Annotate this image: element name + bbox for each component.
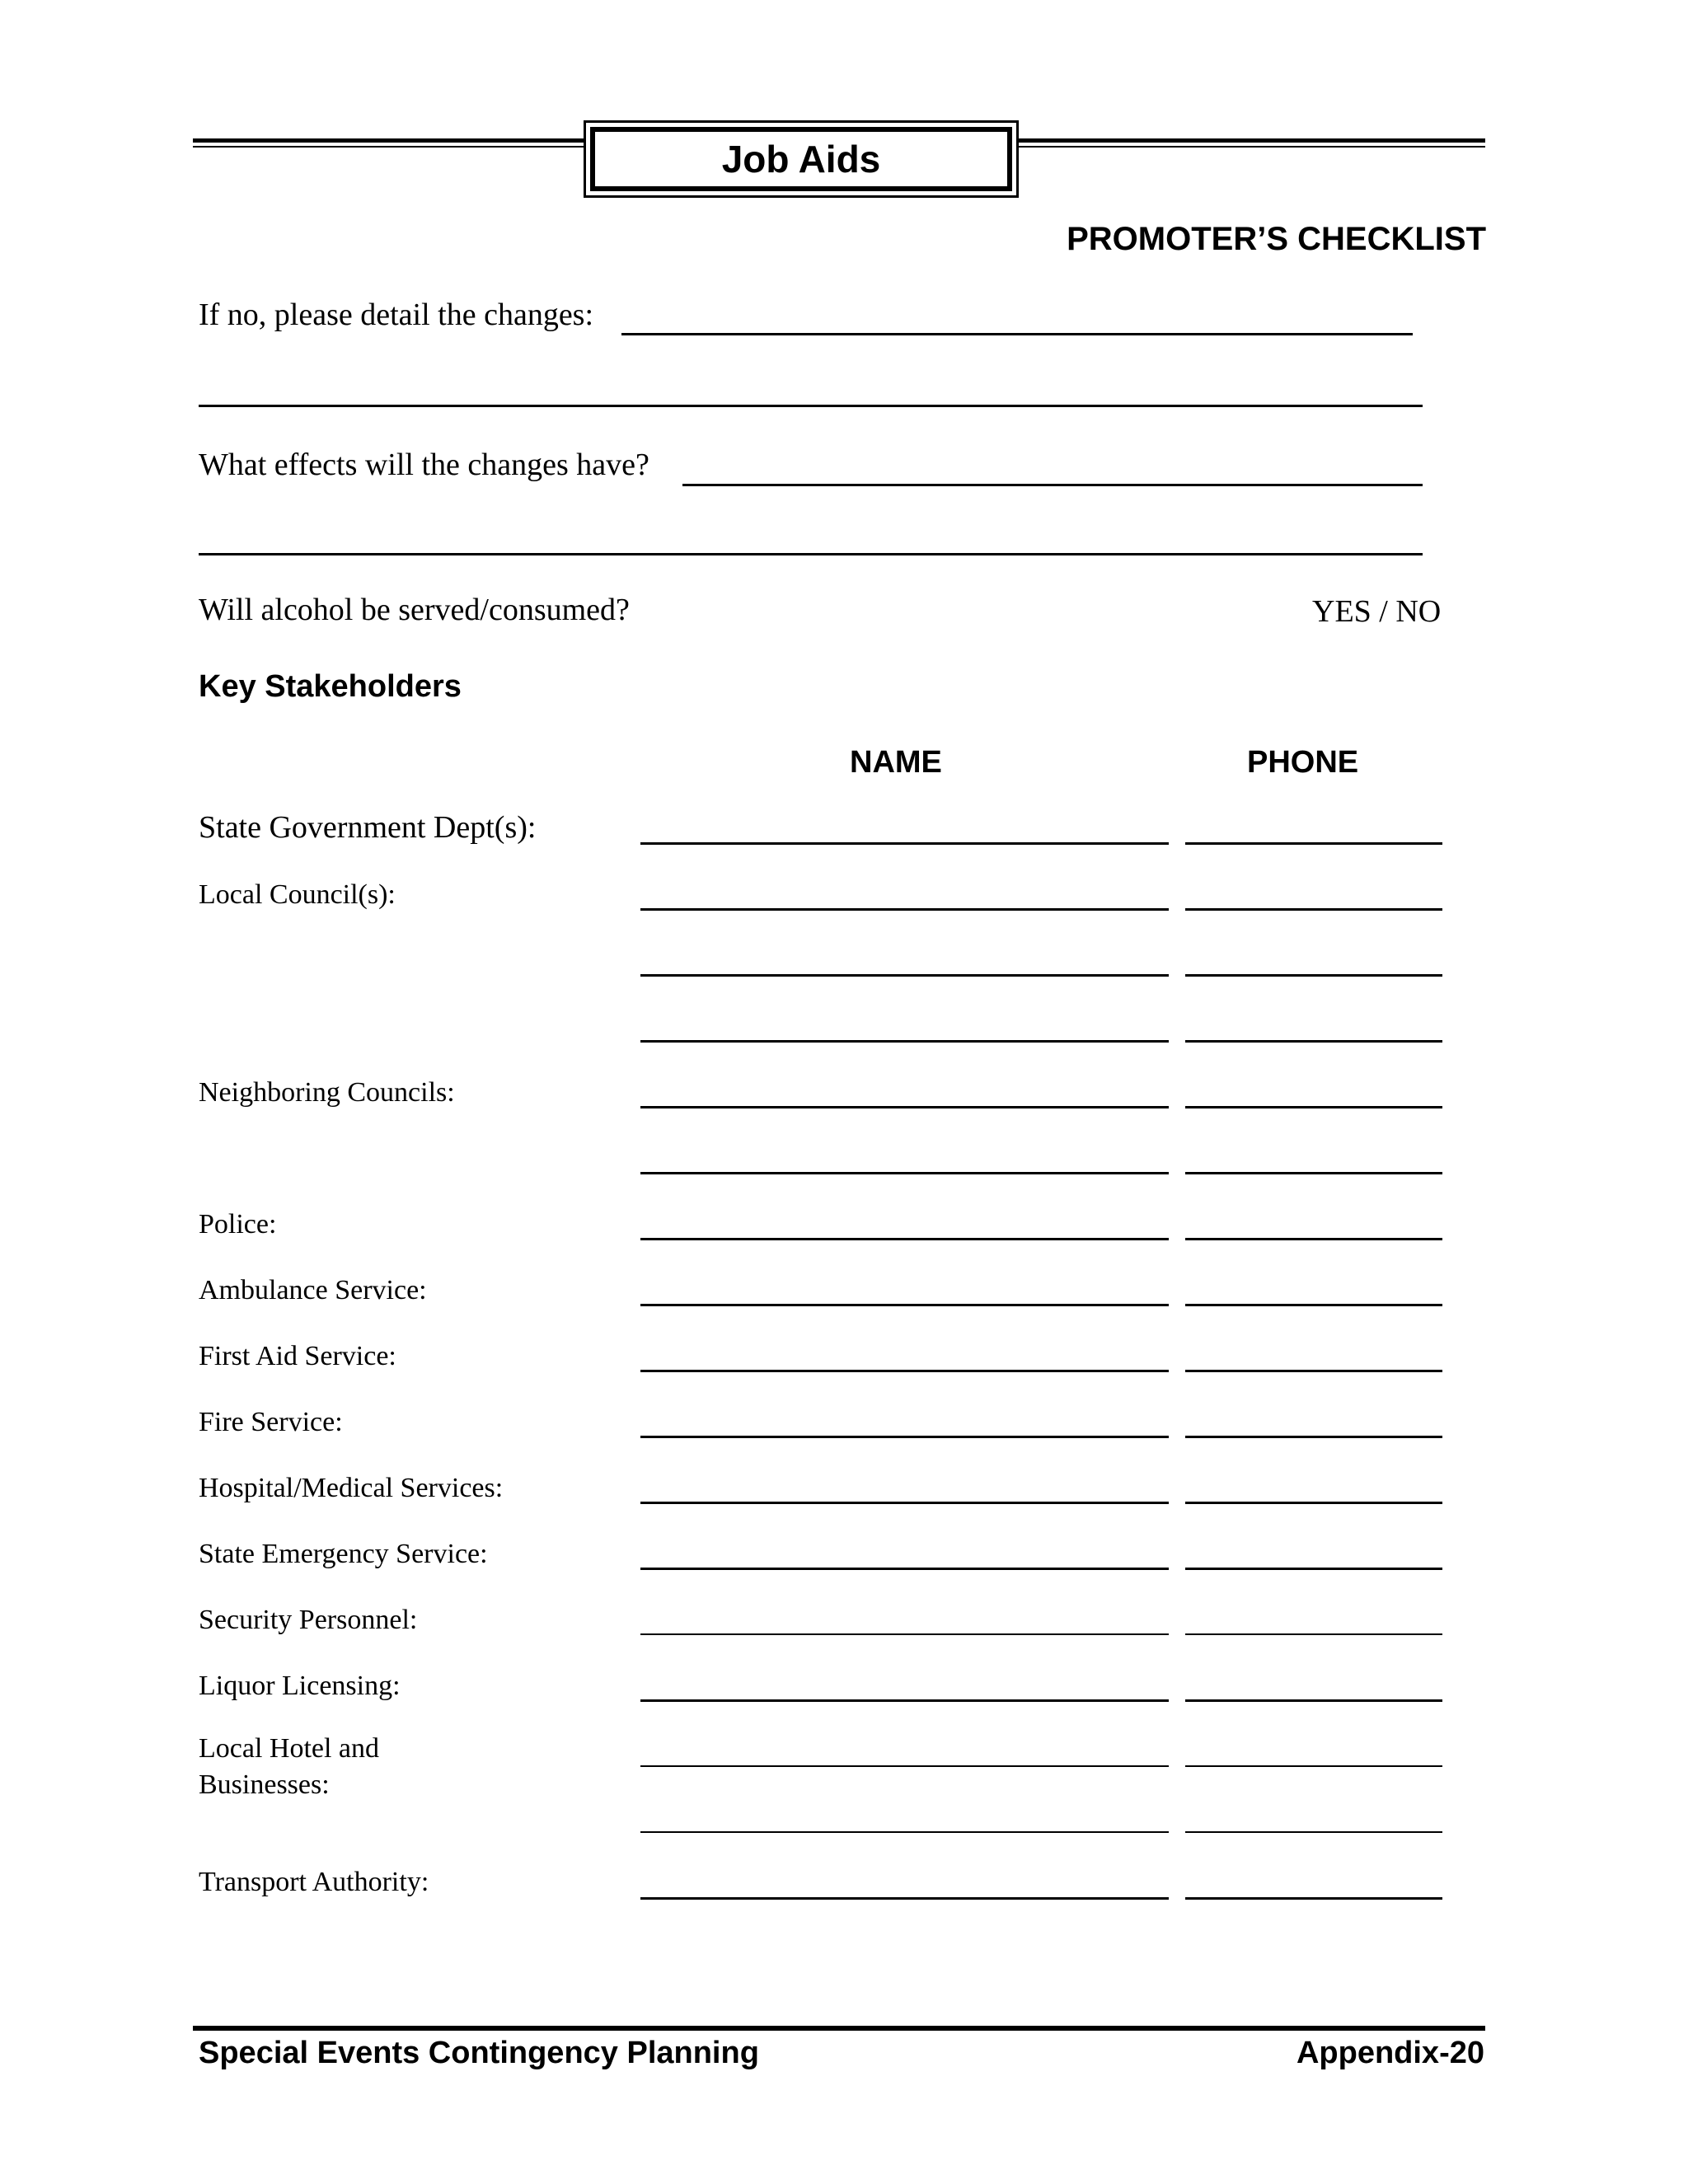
footer-title: Special Events Contingency Planning <box>199 2036 759 2070</box>
name-line <box>640 1765 1169 1767</box>
job-aids-badge: Job Aids <box>590 127 1012 191</box>
phone-line <box>1185 1370 1442 1372</box>
page-title: PROMOTER’S CHECKLIST <box>1067 221 1486 257</box>
row-label-state-emergency: State Emergency Service: <box>199 1539 488 1569</box>
changes-detail-line <box>621 333 1413 335</box>
phone-line <box>1185 1502 1442 1504</box>
name-line <box>640 1699 1169 1702</box>
name-line <box>640 1370 1169 1372</box>
name-line <box>640 1633 1169 1635</box>
name-line <box>640 1831 1169 1833</box>
row-label-transport: Transport Authority: <box>199 1867 429 1897</box>
footer-rule <box>193 2026 1485 2031</box>
phone-line <box>1185 1568 1442 1570</box>
phone-line <box>1185 908 1442 911</box>
phone-line <box>1185 842 1442 845</box>
stakeholders-heading: Key Stakeholders <box>199 669 462 704</box>
row-label-police: Police: <box>199 1209 277 1240</box>
header-rule-right <box>1019 138 1485 143</box>
phone-line <box>1185 1897 1442 1900</box>
row-label-neighboring-councils: Neighboring Councils: <box>199 1077 455 1108</box>
changes-detail-line-2 <box>199 405 1423 407</box>
header-rule-left-thin <box>193 146 584 148</box>
alcohol-options: YES / NO <box>1312 594 1442 629</box>
row-label-local-hotel: Local Hotel and <box>199 1733 380 1764</box>
name-line <box>640 1172 1169 1174</box>
row-label-first-aid: First Aid Service: <box>199 1341 396 1371</box>
name-line <box>640 842 1169 845</box>
name-line <box>640 1106 1169 1108</box>
phone-line <box>1185 974 1442 977</box>
phone-line <box>1185 1106 1442 1108</box>
phone-line <box>1185 1040 1442 1043</box>
column-phone-header: PHONE <box>1247 745 1359 780</box>
column-name-header: NAME <box>850 745 942 780</box>
phone-line <box>1185 1172 1442 1174</box>
phone-line <box>1185 1304 1442 1306</box>
name-line <box>640 908 1169 911</box>
row-label-local-council: Local Council(s): <box>199 879 396 910</box>
header-rule-right-thin <box>1019 146 1485 148</box>
phone-line <box>1185 1436 1442 1438</box>
name-line <box>640 974 1169 977</box>
changes-effect-label: What effects will the changes have? <box>199 448 649 482</box>
name-line <box>640 1897 1169 1900</box>
name-line <box>640 1304 1169 1306</box>
changes-detail-label: If no, please detail the changes: <box>199 298 594 332</box>
row-label-ambulance: Ambulance Service: <box>199 1275 427 1305</box>
name-line <box>640 1040 1169 1043</box>
phone-line <box>1185 1699 1442 1702</box>
name-line <box>640 1502 1169 1504</box>
name-line <box>640 1436 1169 1438</box>
header-rule-left <box>193 138 584 143</box>
phone-line <box>1185 1765 1442 1767</box>
row-label-state-government: State Government Dept(s): <box>199 810 537 845</box>
row-label-liquor: Liquor Licensing: <box>199 1671 401 1701</box>
changes-effect-line <box>682 484 1423 486</box>
phone-line <box>1185 1633 1442 1635</box>
phone-line <box>1185 1238 1442 1240</box>
phone-line <box>1185 1831 1442 1833</box>
row-label-hospital: Hospital/Medical Services: <box>199 1473 504 1503</box>
footer-page-number: Appendix-20 <box>1296 2036 1484 2070</box>
name-line <box>640 1238 1169 1240</box>
row-label-security: Security Personnel: <box>199 1605 418 1635</box>
row-label-fire: Fire Service: <box>199 1407 343 1437</box>
alcohol-question: Will alcohol be served/consumed? <box>199 593 630 627</box>
name-line <box>640 1568 1169 1570</box>
row-label-businesses: Businesses: <box>199 1769 330 1800</box>
changes-effect-line-2 <box>199 553 1423 555</box>
